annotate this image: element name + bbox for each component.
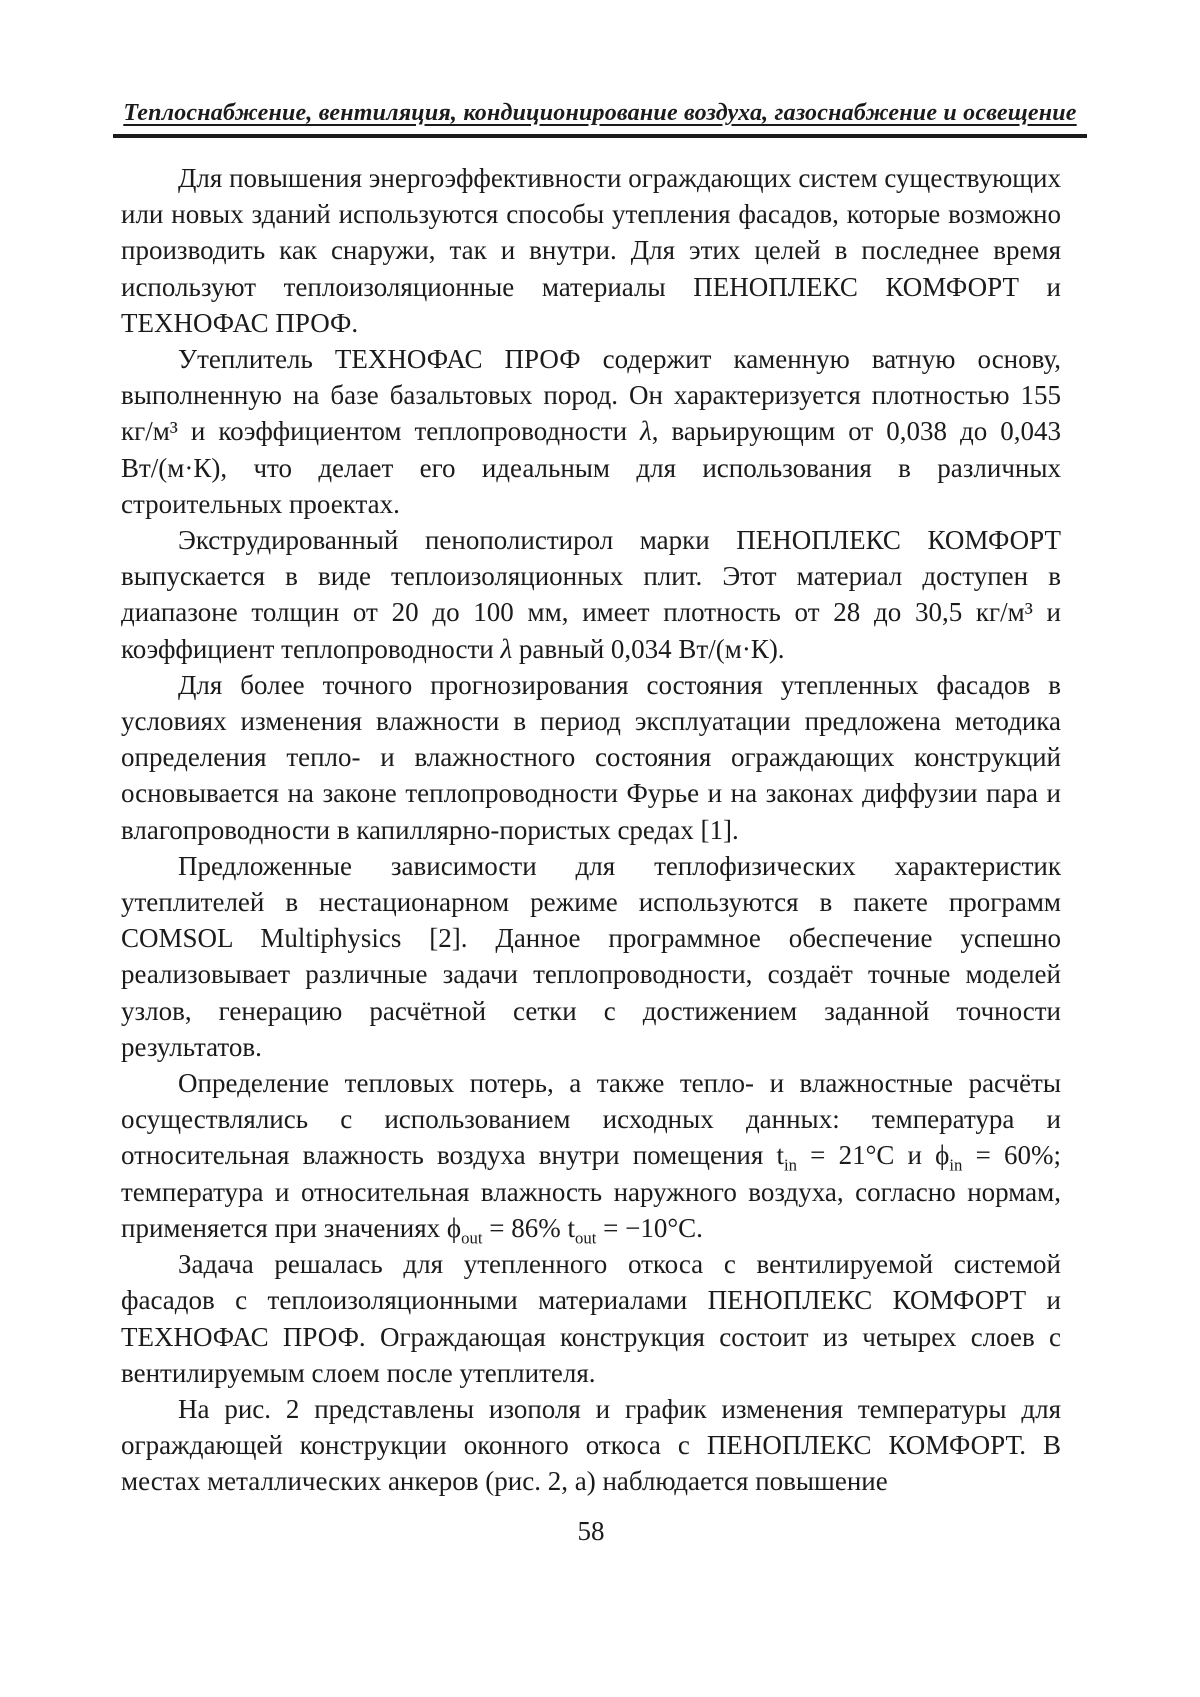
text-segment: Экструдированный пенополистирол марки ПЕНОПЛЕКС КОМФОРТ выпускается в виде теплоизоляционных плит. Этот материал доступен в диапазоне толщин от 20 до 100 мм, имеет плотность от 28 до 30,5 кг/м³ и коэффициент теплопроводности	[121, 525, 1061, 664]
paragraph	[121, 341, 1061, 522]
text-segment: , варьирующим от 0,038 до 0,043 Вт/(м·К), что делает его идеальным для использования в различных строительных проектах.	[121, 416, 1061, 519]
paragraph	[121, 848, 1061, 1065]
paragraph	[121, 1391, 1061, 1500]
text-segment: Для повышения энергоэффективности ограждающих систем существующих или новых зданий используются способы утепления фасадов, которые возможно производить как снаружи, так и внутри. Для этих целей в последнее время используют теплоизоляционные материалы ПЕНОПЛЕКС КОМФОРТ и ТЕХНОФАС ПРОФ.	[121, 163, 1061, 338]
subscript-segment: in	[949, 1155, 963, 1175]
subscript-segment: in	[783, 1155, 798, 1175]
text-segment: = 60%; температура и относительная влажность наружного воздуха, согласно нормам, применяется при значениях ϕ	[121, 1140, 1061, 1243]
subscript-segment: out	[461, 1228, 483, 1248]
text-segment: Предложенные зависимости для теплофизических характеристик утеплителей в нестационарном режиме используются в пакете программ COMSOL Multiphysics [2]. Данное программное обеспечение успешно реализовывает различные задачи теплопроводности, создаёт точные моделей узлов, генерацию расчётной сетки с достижением заданной точности результатов.	[121, 850, 1061, 1062]
paragraph	[121, 1246, 1061, 1391]
text-segment: равный 0,034 Вт/(м·К).	[512, 633, 785, 664]
article-body	[121, 160, 1061, 1510]
paragraph	[121, 160, 1061, 341]
text-segment: Определение тепловых потерь, а также тепло- и влажностные расчёты осуществлялись с использованием исходных данных: температура и относительная влажность воздуха внутри помещения t	[121, 1068, 1061, 1171]
text-segment: = 86% t	[482, 1212, 575, 1243]
text-segment: = 21°С и ϕ	[797, 1140, 950, 1171]
italic-segment: λ	[500, 633, 513, 664]
paragraph	[121, 522, 1061, 667]
text-segment: = −10°С.	[596, 1212, 703, 1243]
running-head-title: Теплоснабжение, вентиляция, кондиционирование воздуха, газоснабжение и освещение	[123, 100, 1077, 126]
subscript-segment: out	[575, 1228, 597, 1248]
paragraph	[121, 667, 1061, 848]
running-head	[113, 100, 1087, 138]
paragraph	[121, 1065, 1061, 1246]
text-segment: Задача решалась для утепленного откоса с вентилируемой системой фасадов с теплоизоляционными материалами ПЕНОПЛЕКС КОМФОРТ и ТЕХНОФАС ПРОФ. Ограждающая конструкция состоит из четырех слоев с вентилируемым слоем после утеплителя.	[121, 1249, 1061, 1388]
text-segment: На рис. 2 представлены изополя и график изменения температуры для ограждающей конструкции оконного откоса с ПЕНОПЛЕКС КОМФОРТ. В местах металлических анкеров (рис. 2, а) наблюдается повышение	[121, 1393, 1061, 1497]
italic-segment: λ	[640, 416, 652, 447]
text-segment: Утеплитель ТЕХНОФАС ПРОФ содержит каменную ватную основу, выполненную на базе базальтовых пород. Он характеризуется плотностью 155 кг/м³ и коэффициентом теплопроводности	[121, 344, 1061, 447]
page-number: 58	[577, 1516, 605, 1546]
text-segment: Для более точного прогнозирования состояния утепленных фасадов в условиях изменения влажности в период эксплуатации предложена методика определения тепло- и влажностного состояния ограждающих конструкций основывается на законе теплопроводности Фурье и на законах диффузии пара и влагопроводности в капиллярно-пористых средах [1].	[121, 669, 1061, 845]
